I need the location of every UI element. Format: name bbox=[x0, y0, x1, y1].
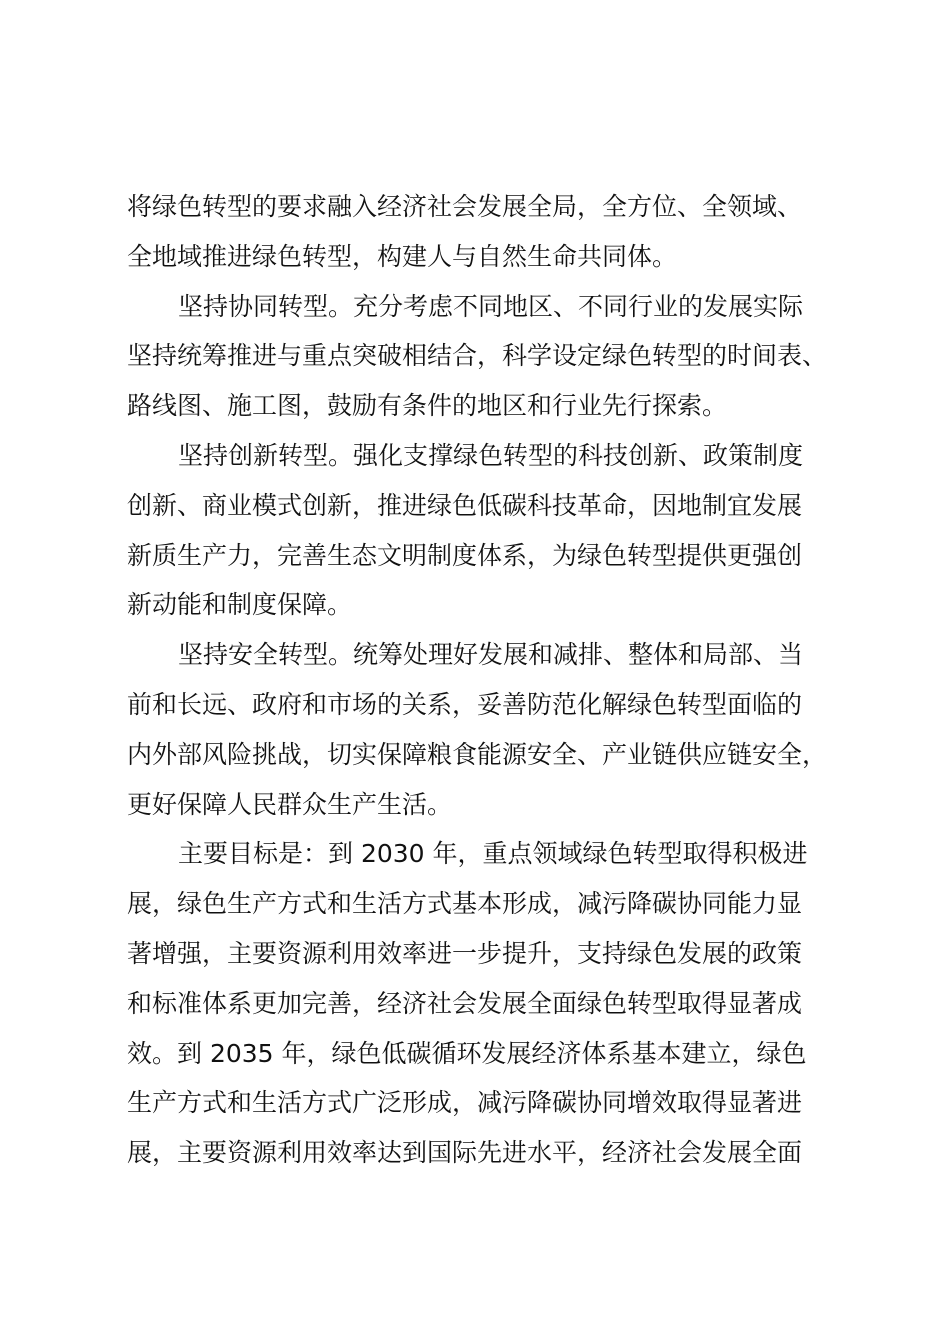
text-line: 更好保障人民群众生产生活。 bbox=[127, 789, 453, 819]
text-line: 新质生产力，完善生态文明制度体系，为绿色转型提供更强创 bbox=[127, 540, 803, 570]
text-line: 内外部风险挑战，切实保障粮食能源安全、产业链供应链安全， bbox=[127, 739, 828, 769]
paragraph-start-line: 坚持安全转型。统筹处理好发展和减排、整体和局部、当 bbox=[178, 640, 804, 670]
text-line: 展，主要资源利用效率达到国际先进水平，经济社会发展全面 bbox=[127, 1138, 803, 1168]
text-line: 著增强，主要资源利用效率进一步提升，支持绿色发展的政策 bbox=[127, 938, 803, 968]
text-line: 坚持统筹推进与重点突破相结合，科学设定绿色转型的时间表、 bbox=[127, 341, 828, 371]
text-line: 路线图、施工图，鼓励有条件的地区和行业先行探索。 bbox=[127, 391, 728, 421]
text-line: 将绿色转型的要求融入经济社会发展全局，全方位、全领域、 bbox=[127, 192, 803, 221]
text-line: 新动能和制度保障。 bbox=[127, 590, 353, 620]
paragraph-start-line: 坚持创新转型。强化支撑绿色转型的科技创新、政策制度 bbox=[178, 440, 804, 470]
text-line: 生产方式和生活方式广泛形成，减污降碳协同增效取得显著进 bbox=[127, 1088, 803, 1118]
text-line: 全地域推进绿色转型，构建人与自然生命共同体。 bbox=[127, 241, 678, 271]
paragraph-start-line: 坚持协同转型。充分考虑不同地区、不同行业的发展实际 bbox=[178, 291, 804, 321]
text-line: 前和长远、政府和市场的关系，妥善防范化解绿色转型面临的 bbox=[127, 689, 803, 719]
body-text bbox=[127, 182, 847, 1178]
text-line: 效。到 2035 年，绿色低碳循环发展经济体系基本建立，绿色 bbox=[127, 1038, 807, 1068]
text-line: 展，绿色生产方式和生活方式基本形成，减污降碳协同能力显 bbox=[127, 889, 803, 919]
paragraph-start-line: 主要目标是：到 2030 年，重点领域绿色转型取得积极进 bbox=[178, 839, 808, 869]
text-line: 创新、商业模式创新，推进绿色低碳科技革命，因地制宜发展 bbox=[127, 490, 803, 520]
text-line: 和标准体系更加完善，经济社会发展全面绿色转型取得显著成 bbox=[127, 988, 803, 1018]
